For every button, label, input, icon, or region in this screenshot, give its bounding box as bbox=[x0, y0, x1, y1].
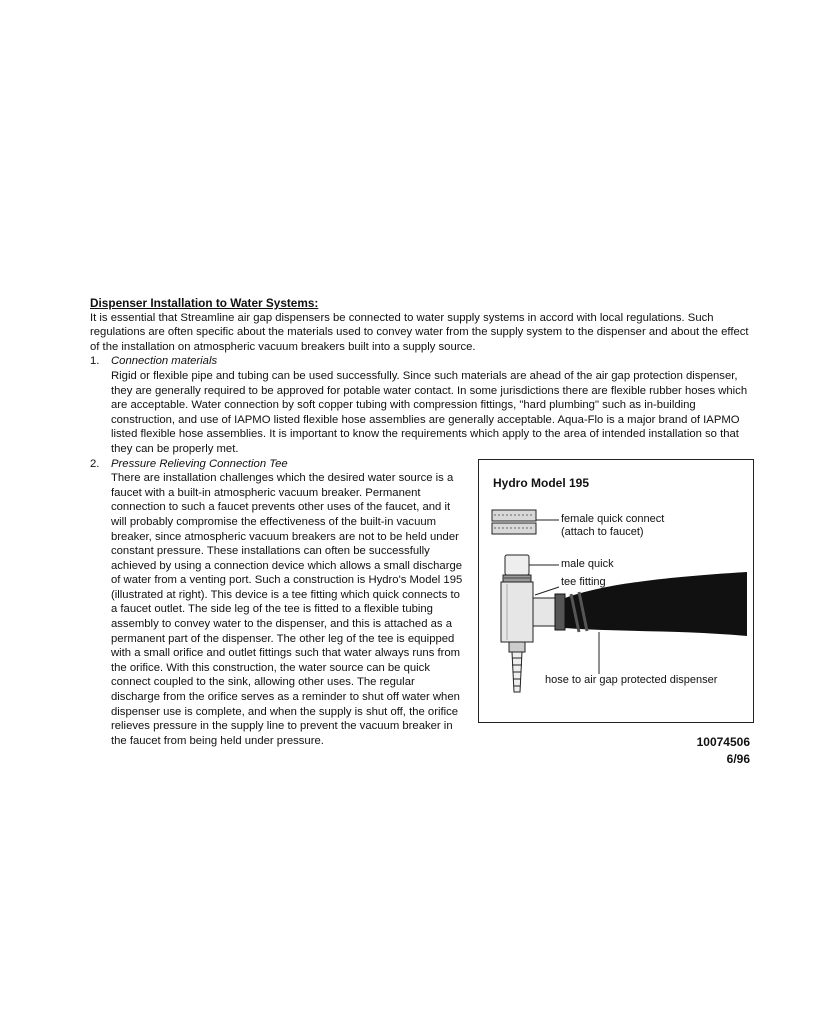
label-female-line1: female quick connect bbox=[561, 513, 665, 525]
item-number: 2. bbox=[90, 457, 100, 470]
male-connector-icon bbox=[503, 555, 531, 582]
document-code: 10074506 bbox=[696, 735, 750, 749]
female-connector-icon bbox=[492, 510, 536, 534]
item-title: Pressure Relieving Connection Tee bbox=[111, 457, 288, 470]
section-heading: Dispenser Installation to Water Systems: bbox=[90, 296, 319, 310]
hydro-model-figure bbox=[478, 459, 754, 723]
label-female bbox=[561, 513, 664, 539]
list-item-connection-materials bbox=[90, 354, 754, 456]
document-date: 6/96 bbox=[726, 752, 750, 766]
item-text: Rigid or flexible pipe and tubing can be used successfully. Since such materials are ahead of the air gap protection dispenser, they are generally required to be approved for potable water contact. In some jurisdictions there are flexible rubber hoses which are acceptable. Water connection by soft copper tubing with compression fittings, "hard plumbing" such as in-building construction, and use of IAPMO listed flexible hose assemblies are generally acceptable. Aqua-Flo is a major brand of IAPMO listed flexible hose assemblies. It is important to know the requirements which apply to the area of intended installation so that they can be properly met. bbox=[111, 369, 748, 455]
label-hose: hose to air gap protected dispenser bbox=[545, 674, 718, 686]
item-title: Connection materials bbox=[111, 355, 218, 368]
intro-paragraph: It is essential that Streamline air gap dispensers be connected to water supply systems in accord with local regulations. Such regulations are often specific about the materials used to convey water from the supply system to the dispenser and about the effect of the installation on atmospheric vacuum breakers built into a supply source. bbox=[90, 311, 749, 353]
label-male: male quick bbox=[561, 558, 614, 570]
item-number: 1. bbox=[90, 355, 100, 368]
figure-title: Hydro Model 195 bbox=[493, 476, 590, 490]
label-tee: tee fitting bbox=[561, 576, 606, 588]
label-female-line2: (attach to faucet) bbox=[561, 526, 644, 538]
item-text: There are installation challenges which the desired water source is a faucet with a built-in atmospheric vacuum breaker. Permanent connection to such a faucet prevents other uses of the faucet, and it will probably compromise the effectiveness of the built-in vacuum breaker, since atmospheric vacuum breakers are not to be held under constant pressure. These installations can often be successfully achieved by using a connection device which allows a small discharge of water from a venting port. Such a construction is Hydro's Model 195 (illustrated at right). This device is a tee fitting which quick connects to a faucet outlet. The side leg of the tee is fitted to a flexible tubing assembly to convey water to the dispenser, and this is attached as a permanent part of the dispenser. The other leg of the tee is equipped with a small orifice and outlet fittings such that water always runs from the orifice. With this construction, the water source can be quick connect coupled to the sink, allowing other uses. The regular discharge from the orifice serves as a reminder to shut off water when dispenser use is complete, and when the supply is shut off, the orifice relieves pressure in the supply line to prevent the vacuum breaker in the faucet from being held under pressure. bbox=[111, 472, 463, 747]
document-footer bbox=[600, 734, 750, 768]
